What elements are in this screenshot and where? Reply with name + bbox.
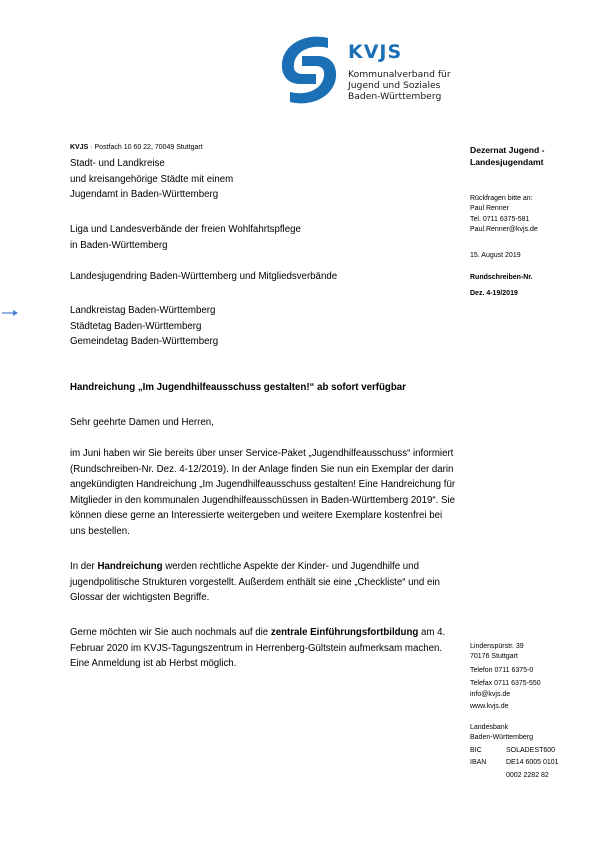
address-line: 70176 Stuttgart (470, 653, 518, 661)
paragraph-2-text: werden rechtliche Aspekte der Kinder- und Jugendhilfe und jugendpolitische Strukturen vorgestellt. Außerdem enthält sie eine „Checkliste“ und ein Glossar der wichtigsten Begriffe. (70, 561, 440, 603)
recipient-group-2 (70, 222, 301, 253)
recipient-line: Jugendamt in Baden-Württemberg (70, 189, 219, 200)
kvjs-logo (276, 34, 476, 109)
paragraph-2-text: In der (70, 561, 98, 572)
recipient-line: Landkreistag Baden-Württemberg (70, 305, 216, 316)
department-heading (470, 144, 545, 169)
circular-number: Dez. 4-19/2019 (470, 290, 518, 297)
sender-org: KVJS (70, 144, 89, 151)
letter-date: 15. August 2019 (470, 252, 521, 259)
contact-label: Rückfragen bitte an: (470, 195, 533, 202)
sender-line (70, 144, 203, 151)
letter-subject: Handreichung „Im Jugendhilfeausschuss gestalten!“ ab sofort verfügbar (70, 382, 406, 393)
bic-row (470, 746, 559, 756)
logo-subline-2: Jugend und Soziales (348, 80, 441, 91)
paragraph-2-bold: Handreichung (97, 561, 163, 572)
recipient-line: Stadt- und Landkreise (70, 158, 165, 169)
sender-address: · Postfach 10 60 22, 70049 Stuttgart (88, 144, 203, 151)
contact-block (470, 194, 538, 236)
bank-name: Baden-Württemberg (470, 734, 534, 742)
bank-details (470, 723, 559, 781)
arrow-right-icon (2, 309, 18, 317)
paragraph-1 (70, 446, 460, 539)
paragraph-3-text: Gerne möchten wir Sie auch nochmals auf die (70, 627, 271, 638)
paragraph-3-bold: zentrale Einführungsfortbildung (270, 627, 419, 638)
website-link[interactable]: www.kvjs.de (470, 703, 509, 711)
circular-label: Rundschreiben-Nr. (470, 274, 533, 281)
recipient-line: und kreisangehörige Städte mit einem (70, 173, 234, 185)
contact-name: Paul Renner (470, 205, 509, 213)
iban-value: DE14 6005 0101 (506, 759, 559, 767)
iban-label: IBAN (470, 759, 487, 767)
logo-wordmark: KVJS (348, 41, 403, 63)
office-address (470, 642, 541, 712)
contact-tel: Tel. 0711 6375-581 (470, 215, 530, 223)
recipient-line: in Baden-Württemberg (70, 239, 168, 251)
logo-subline-3: Baden-Württemberg (348, 91, 442, 102)
department-line: Dezernat Jugend - (470, 145, 545, 155)
bank-name: Landesbank (470, 724, 509, 731)
paragraph-3-text: am 4. Februar 2020 im KVJS-Tagungszentrum in Herrenberg-Gültstein aufmerksam machen. Eine Anmeldung ist ab Herbst möglich. (70, 627, 446, 669)
email-link[interactable]: info@kvjs.de (470, 690, 511, 698)
paragraph-3 (70, 625, 460, 672)
paragraph-2 (70, 559, 460, 606)
salutation: Sehr geehrte Damen und Herren, (70, 417, 214, 428)
recipient-line: Landesjugendring Baden-Württemberg und Mitgliedsverbände (70, 271, 338, 282)
fax-line: Telefax 0711 6375-550 (470, 680, 541, 688)
kvjs-logo-mark-icon (276, 34, 342, 106)
phone-line: Telefon 0711 6375-0 (470, 666, 534, 674)
recipient-line: Städtetag Baden-Württemberg (70, 320, 202, 332)
recipient-group-4 (70, 303, 218, 350)
iban-row (470, 758, 559, 768)
iban-row-2 (470, 771, 559, 781)
contact-email[interactable]: Paul.Renner@kvjs.de (470, 226, 538, 234)
paragraph-1-text: im Juni haben wir Sie bereits über unser Service-Paket „Jugendhilfeausschuss“ informiert (Rundschreiben-Nr. Dez. 4-12/2019). In der Anlage finden Sie nun ein Exemplar der darin angekündigten Handreichung „Im Jugendhilfeausschuss gestalten! Eine Handreichung für Mitglieder in den kommunalen Jugendhilfeausschüssen in Baden-Württemberg 2019“. Sie können diese gerne an Interessierte weitergeben und weitere Exemplare kostenfrei bei uns bestellen. (70, 448, 456, 537)
logo-subline-1: Kommunalverband für (348, 69, 451, 80)
recipient-line: Liga und Landesverbände der freien Wohlfahrtspflege (70, 224, 301, 235)
address-line: Lindenspürstr. 39 (470, 643, 524, 650)
bic-value: SOLADEST600 (506, 746, 556, 754)
bic-label: BIC (470, 746, 482, 754)
recipient-line: Gemeindetag Baden-Württemberg (70, 336, 219, 347)
department-line: Landesjugendamt (470, 157, 544, 168)
iban-value: 0002 2282 82 (506, 771, 549, 779)
recipient-group-1 (70, 156, 233, 203)
recipient-group-3 (70, 269, 337, 285)
